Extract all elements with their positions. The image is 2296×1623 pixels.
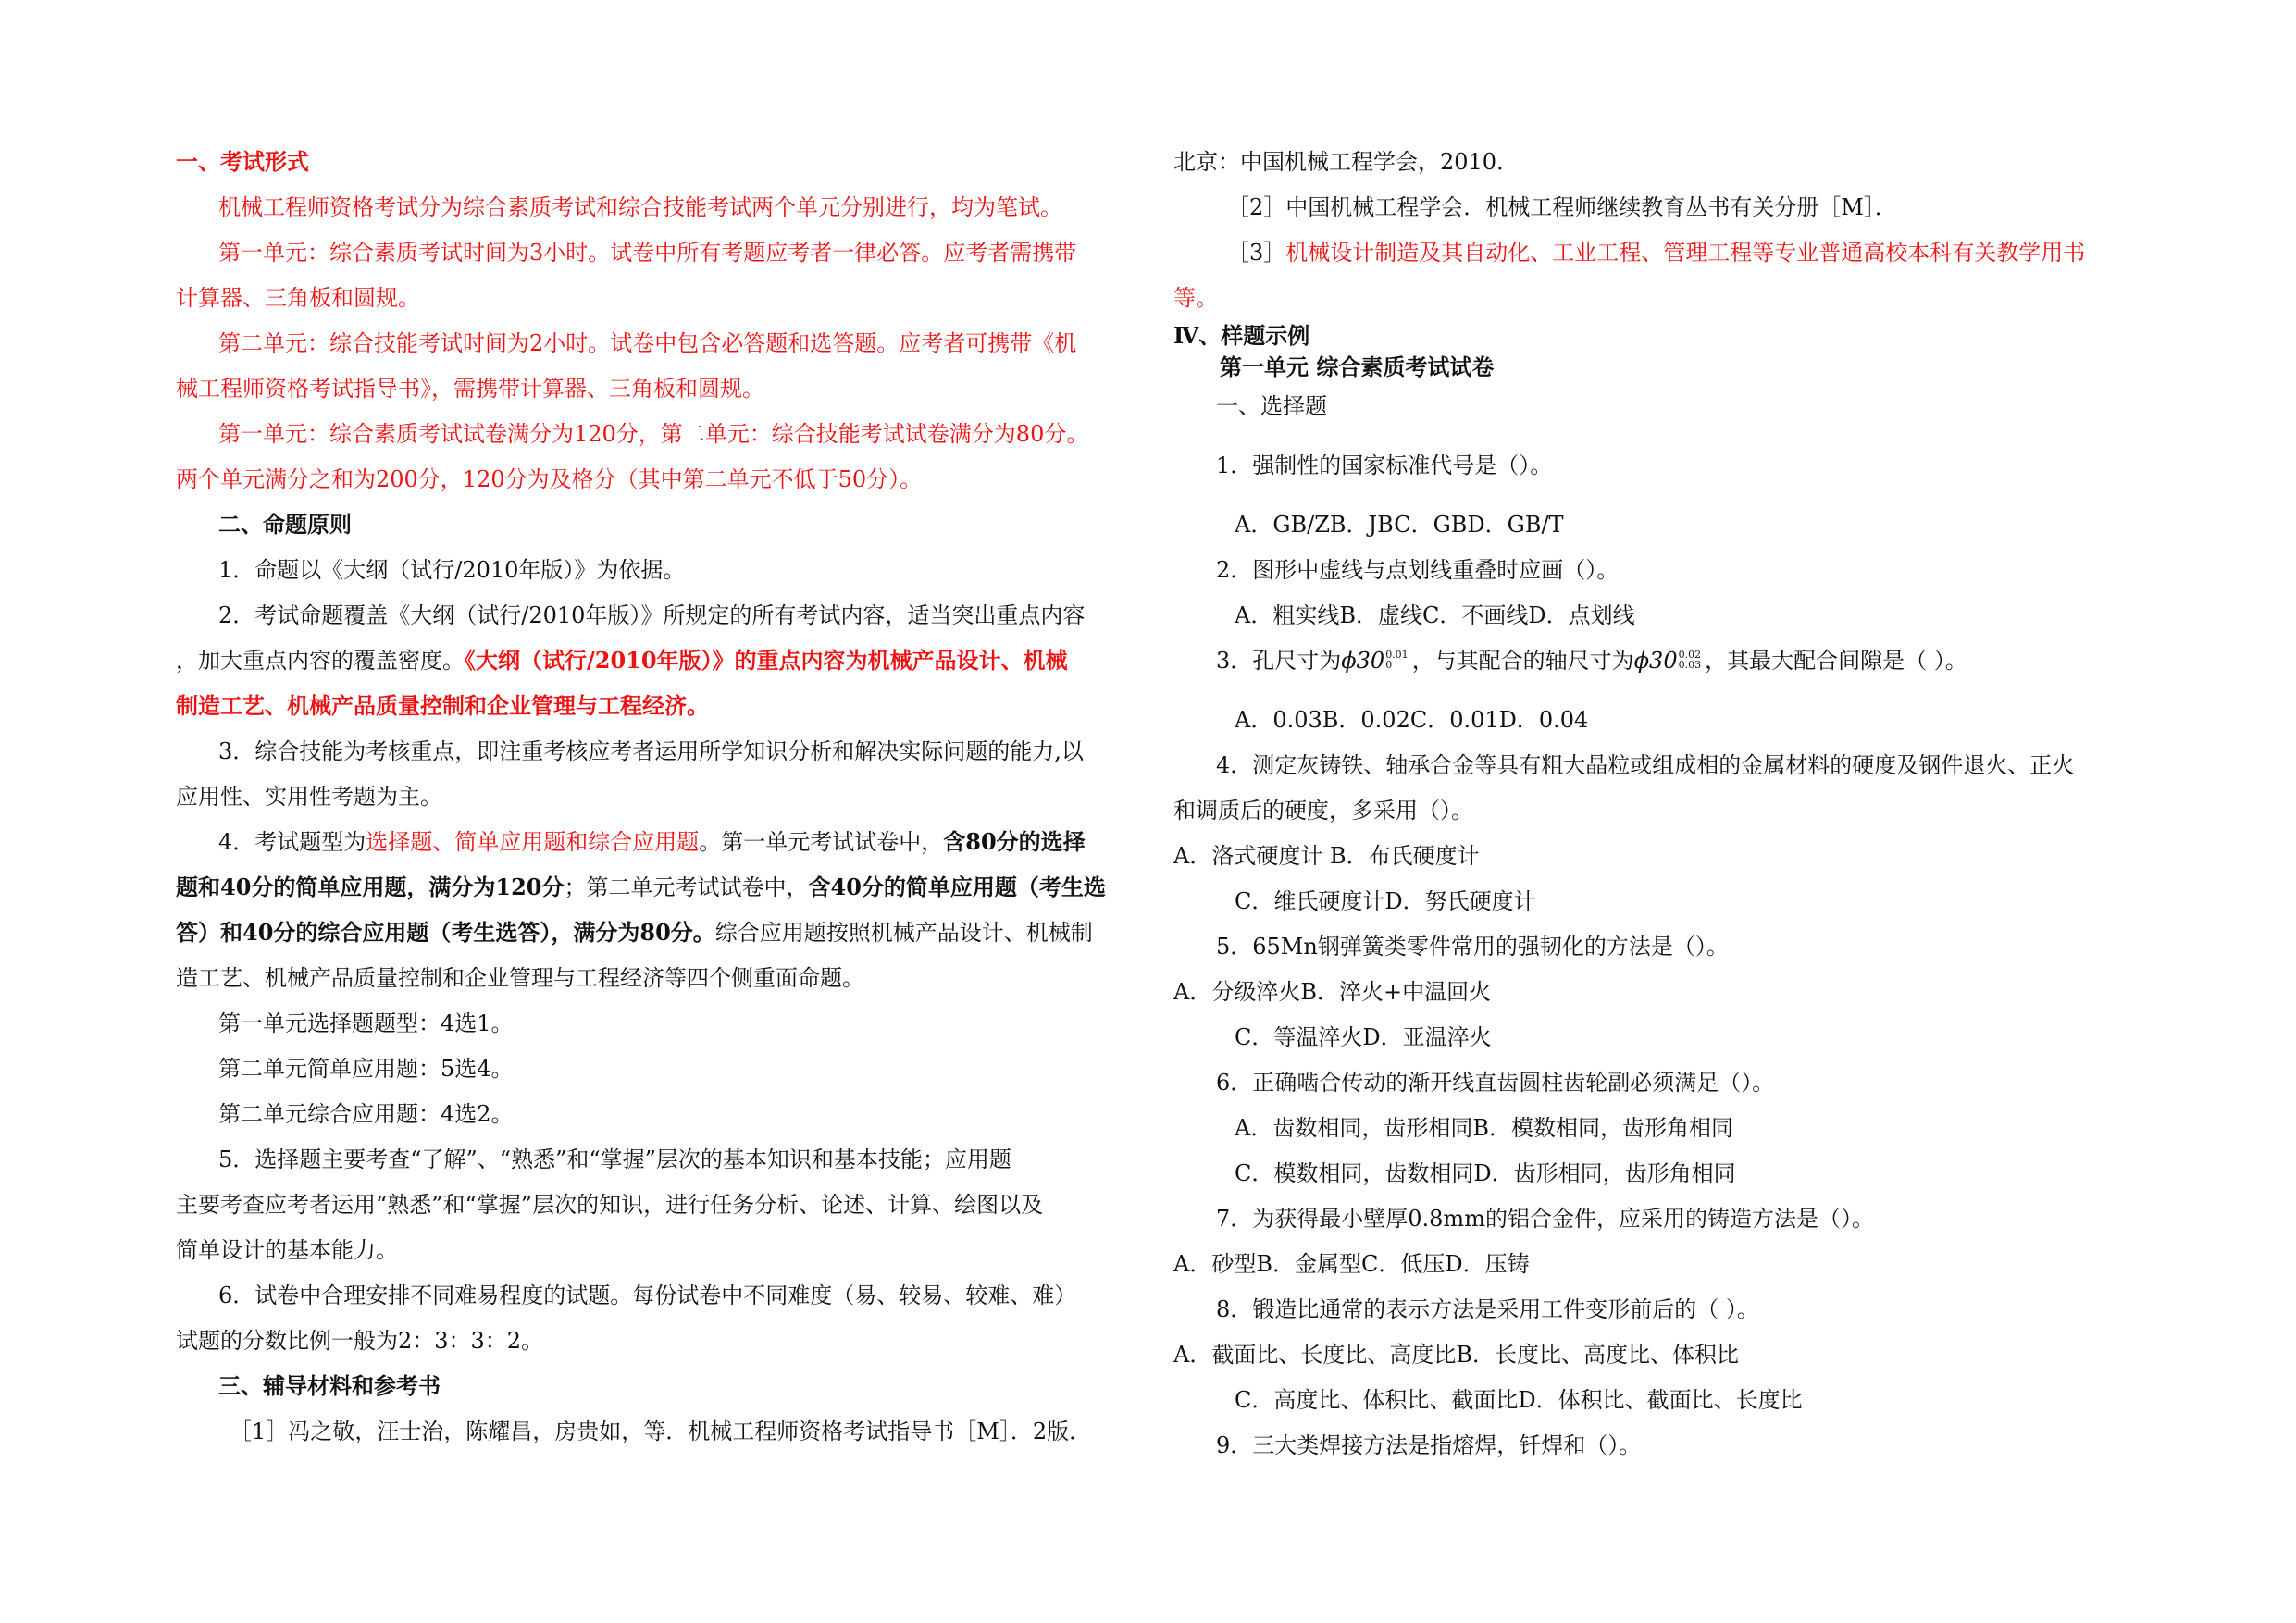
question-options: C．维氏硬度计D．努氏硬度计 [1235,888,1536,914]
question-type-line: 第二单元简单应用题：5选4。 [218,1056,514,1082]
question-options: A．GB/ZB．JBC．GBD．GB/T [1235,512,1564,538]
text-run-bold: 答）和40分的综合应用题（考生选答），满分为80分。 [176,919,715,946]
question-options: A．分级淬火B．淬火+中温回火 [1173,979,1492,1005]
shaft-dimension: ϕ30 [1633,648,1678,674]
paragraph: 试题的分数比例一般为2：3：3：2。 [176,1328,544,1354]
paragraph: 第一单元：综合素质考试时间为3小时。试卷中所有考题应考者一律必答。应考者需携带 [218,240,1077,266]
section-heading-principles: 二、命题原则 [218,511,352,538]
paragraph: 主要考查应考者运用“熟悉”和“掌握”层次的知识，进行任务分析、论述、计算、绘图以及 [176,1192,1044,1218]
text-run-bold: 含80分的选择 [943,828,1086,855]
text-run: ，与其配合的轴尺寸为 [1411,648,1634,674]
reference-item: ［2］中国机械工程学会．机械工程师继续教育丛书有关分册［M］． [1227,194,1897,220]
paragraph: 机械工程师资格考试分为综合素质考试和综合技能考试两个单元分别进行，均为笔试。 [218,194,1062,220]
tolerance-lower: 0.03 [1678,658,1702,671]
exam-unit-title: 第一单元 综合素质考试试卷 [1220,353,1495,380]
question-type-line: 第二单元综合应用题：4选2。 [218,1101,514,1127]
question-options: C．高度比、体积比、截面比D．体积比、截面比、长度比 [1235,1387,1803,1413]
paragraph: 简单设计的基本能力。 [176,1237,398,1263]
text-run-highlight: 机械设计制造及其自动化、工业工程、管理工程等专业普通高校本科有关教学用书 [1285,240,2086,266]
text-run: 综合应用题按照机械产品设计、机械制 [714,920,1093,946]
tolerance-upper: 0.02 [1678,648,1702,661]
section-heading-sample: Ⅳ、样题示例 [1173,322,1310,349]
section-heading-exam-format: 一、考试形式 [176,148,309,175]
paragraph [176,873,1138,901]
paragraph: 3．综合技能为考核重点，即注重考核应考者运用所学知识分析和解决实际问题的能力,以 [218,738,1084,764]
shaft-tolerance [1679,650,1702,670]
text-run: 3．孔尺寸为 [1216,648,1342,674]
question-options: A．粗实线B．虚线C．不画线D．点划线 [1235,602,1635,628]
question: 和调质后的硬度，多采用（）。 [1173,798,1473,824]
reference-continuation: 北京：中国机械工程学会，2010． [1173,149,1520,175]
hole-tolerance [1385,650,1409,670]
text-run: 4．考试题型为 [218,829,366,855]
question-type-line: 第一单元选择题题型：4选1。 [218,1010,514,1036]
paragraph: 造工艺、机械产品质量控制和企业管理与工程经济等四个侧重面命题。 [176,965,864,991]
question: 6．正确啮合传动的渐开线直齿圆柱齿轮副必须满足（）。 [1216,1070,1775,1096]
text-run: 。第一单元考试试卷中， [699,829,944,855]
question-options: C．等温淬火D．亚温淬火 [1235,1024,1492,1050]
tolerance-upper: 0.01 [1385,648,1409,661]
paragraph: 第一单元：综合素质考试试卷满分为120分，第二单元：综合技能考试试卷满分为80分。 [218,421,1089,447]
reference-item: ［1］冯之敬，汪士治，陈耀昌，房贵如，等．机械工程师资格考试指导书［M］．2版． [230,1419,1092,1444]
paragraph: 1．命题以《大纲（试行/2010年版）》为依据。 [218,557,686,583]
question: 4．测定灰铸铁、轴承合金等具有粗大晶粒或组成相的金属材料的硬度及钢件退火、正火 [1216,752,2075,778]
paragraph: 6．试卷中合理安排不同难易程度的试题。每份试卷中不同难度（易、较易、较难、难） [218,1282,1077,1308]
paragraph: 第二单元：综合技能考试时间为2小时。试卷中包含必答题和选答题。应考者可携带《机 [218,330,1077,356]
text-run: ；第二单元考试试卷中， [564,874,809,900]
text-run-bold: 题和40分的简单应用题，满分为120分 [176,873,565,900]
question: 1．强制性的国家标准代号是（）。 [1216,452,1553,478]
paragraph: 计算器、三角板和圆规。 [176,285,420,311]
question-options: A．齿数相同，齿形相同B．模数相同，齿形角相同 [1235,1115,1733,1141]
hole-dimension: ϕ30 [1341,648,1385,674]
text-run-emphasis: 《大纲（试行/2010年版）》的重点内容为机械产品设计、机械 [465,647,1068,674]
paragraph: 械工程师资格考试指导书》，需携带计算器、三角板和圆规。 [176,376,764,402]
tolerance-lower: 0 [1385,658,1393,671]
paragraph-emphasis: 制造工艺、机械产品质量控制和企业管理与工程经济。 [176,692,709,719]
paragraph [176,647,1138,675]
text-run: ，加大重点内容的覆盖密度。 [176,648,465,674]
text-run: ［3］ [1227,240,1286,266]
reference-continuation: 等。 [1173,285,1218,311]
paragraph: 两个单元满分之和为200分，120分为及格分（其中第二单元不低于50分）。 [176,466,923,492]
paragraph: 2．考试命题覆盖《大纲（试行/2010年版）》所规定的所有考试内容，适当突出重点内容 [218,602,1086,628]
question-options: A．0.03B．0.02C．0.01D．0.04 [1235,707,1589,733]
question-options: A．砂型B．金属型C．低压D．压铸 [1173,1251,1530,1277]
question-options: A．截面比、长度比、高度比B．长度比、高度比、体积比 [1173,1342,1739,1368]
question: 8．锻造比通常的表示方法是采用工件变形前后的（ ）。 [1216,1296,1759,1322]
question: 9．三大类焊接方法是指熔焊，钎焊和（）。 [1216,1432,1642,1458]
paragraph: 应用性、实用性考题为主。 [176,784,442,810]
paragraph [176,919,1138,947]
question-options: C．模数相同，齿数相同D．齿形相同，齿形角相同 [1235,1160,1736,1186]
question-options: A．洛式硬度计 B．布氏硬度计 [1173,843,1480,869]
question [1216,647,2136,675]
subsection-heading: 一、选择题 [1216,393,1327,419]
reference-item [1227,239,2136,266]
text-run-highlight: 选择题、简单应用题和综合应用题 [366,829,700,855]
text-run: ，其最大配合间隙是（ ）。 [1705,648,1967,674]
paragraph: 5．选择题主要考查“了解”、“熟悉”和“掌握”层次的基本知识和基本技能；应用题 [218,1146,1011,1172]
paragraph [218,828,1138,856]
question: 5．65Mn钢弹簧类零件常用的强韧化的方法是（）。 [1216,934,1729,960]
question: 2．图形中虚线与点划线重叠时应画（）。 [1216,557,1620,583]
question: 7．为获得最小壁厚0.8mm的铝合金件，应采用的铸造方法是（）。 [1216,1206,1874,1232]
text-run-bold: 含40分的简单应用题（考生选 [808,873,1106,900]
section-heading-references: 三、辅导材料和参考书 [218,1372,441,1399]
